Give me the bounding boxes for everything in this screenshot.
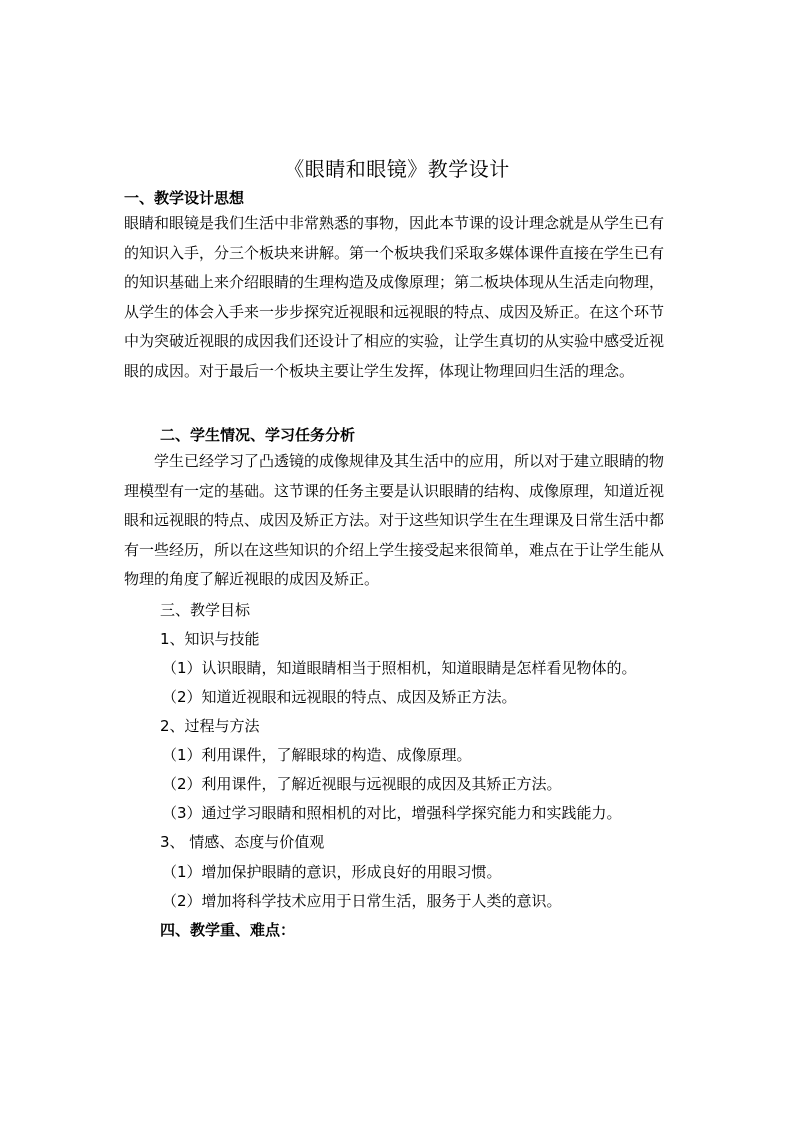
list-item: （2）增加将科学技术应用于日常生活，服务于人类的意识。 bbox=[162, 892, 562, 910]
section-3-heading: 三、教学目标 bbox=[160, 601, 251, 619]
section-4-heading: 四、教学重、难点： bbox=[160, 921, 296, 939]
list-item: （1）增加保护眼睛的意识，形成良好的用眼习惯。 bbox=[162, 863, 502, 881]
section-1-heading: 一、教学设计思想 bbox=[124, 189, 245, 207]
section-3-sub-3: 3、 情感、态度与价值观 bbox=[160, 833, 325, 851]
list-item: （1）利用课件，了解眼球的构造、成像原理。 bbox=[162, 746, 472, 764]
document-title: 《眼睛和眼镜》教学设计 bbox=[284, 157, 510, 181]
section-2-heading: 二、学生情况、学习任务分析 bbox=[160, 426, 356, 444]
list-item: （2）知道近视眼和远视眼的特点、成因及矫正方法。 bbox=[162, 688, 517, 706]
list-item: （1）认识眼睛，知道眼睛相当于照相机，知道眼睛是怎样看见物体的。 bbox=[162, 659, 637, 677]
section-3-sub-1: 1、知识与技能 bbox=[160, 630, 260, 648]
section-3-sub-2: 2、过程与方法 bbox=[160, 717, 260, 735]
section-2-body: 学生已经学习了凸透镜的成像规律及其生活中的应用，所以对于建立眼睛的物理模型有一定的基础。这节课的任务主要是认识眼睛的结构、成像原理，知道近视眼和远视眼的特点、成因及矫正方法。对于这些知识学生在生理课及日常生活中都有一些经历，所以在这些知识的介绍上学生接受起来很简单，难点在于让学生能从物理的角度了解近视眼的成因及矫正。 bbox=[124, 452, 665, 588]
section-1-body: 眼睛和眼镜是我们生活中非常熟悉的事物，因此本节课的设计理念就是从学生已有的知识入手，分三个板块来讲解。第一个板块我们采取多媒体课件直接在学生已有的知识基础上来介绍眼睛的生理构造及成像原理；第二板块体现从生活走向物理，从学生的体会入手来一步步探究近视眼和远视眼的特点、成因及矫正。在这个环节中为突破近视眼的成因我们还设计了相应的实验，让学生真切的从实验中感受近视眼的成因。对于最后一个板块主要让学生发挥，体现让物理回归生活的理念。 bbox=[124, 214, 665, 380]
list-item: （2）利用课件，了解近视眼与远视眼的成因及其矫正方法。 bbox=[162, 775, 562, 793]
list-item: （3）通过学习眼睛和照相机的对比，增强科学探究能力和实践能力。 bbox=[162, 804, 622, 822]
